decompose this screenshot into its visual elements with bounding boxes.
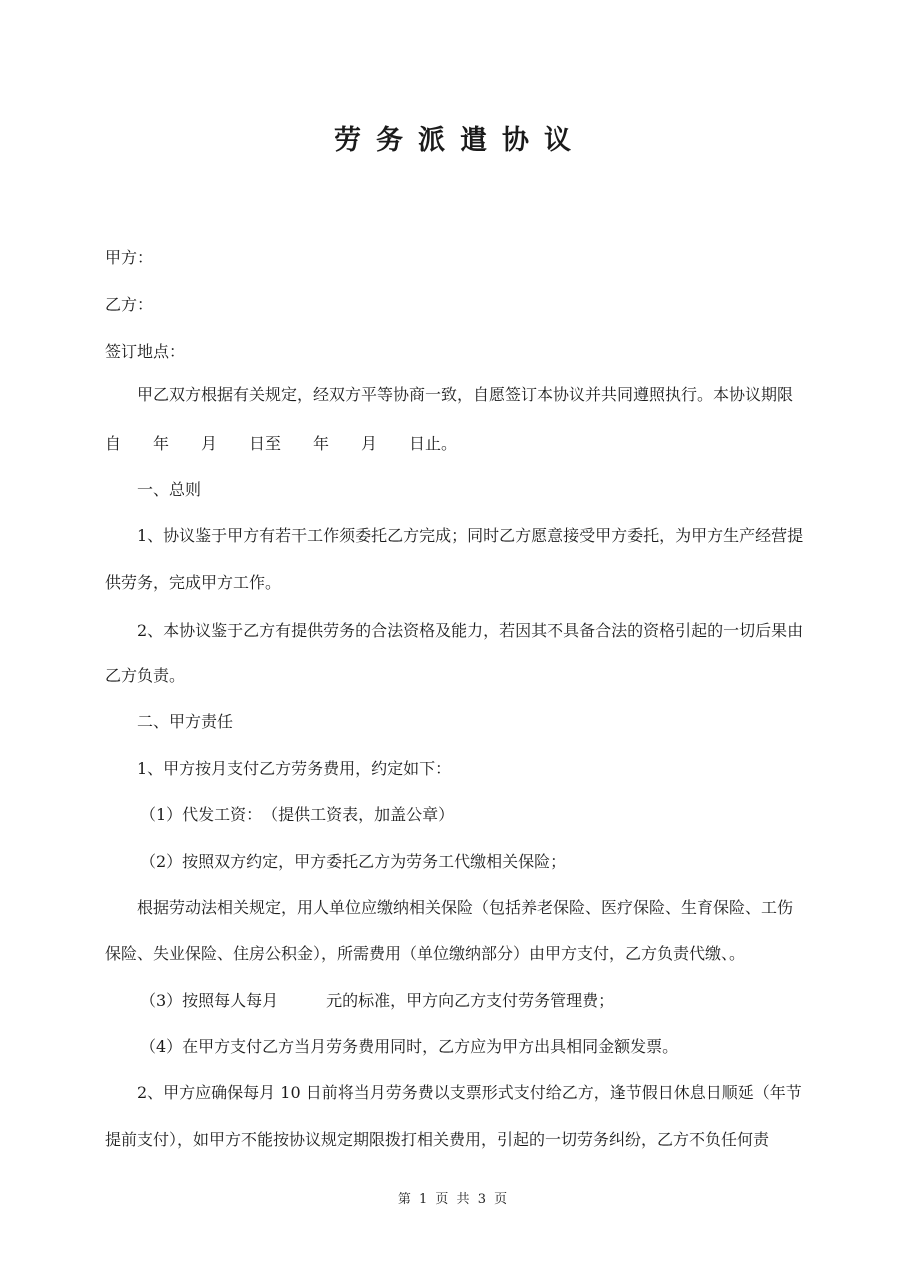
section-heading-general: 一、总则 xyxy=(137,480,202,499)
general-item-2-line-1: 2、本协议鉴于乙方有提供劳务的合法资格及能力，若因其不具备合法的资格引起的一切后果由 xyxy=(137,621,804,640)
intro-paragraph-line-1: 甲乙双方根据有关规定，经双方平等协商一致，自愿签订本协议并共同遵照执行。本协议期限 xyxy=(137,385,794,404)
party-b-label: 乙方： xyxy=(105,295,154,314)
document-title: 劳务派遣协议 xyxy=(334,125,586,156)
party-a-sub-4: （4）在甲方支付乙方当月劳务费用同时，乙方应为甲方出具相同金额发票。 xyxy=(140,1037,679,1056)
intro-paragraph-line-2: 自 年 月 日至 年 月 日止。 xyxy=(105,434,458,453)
general-item-2-line-2: 乙方负责。 xyxy=(105,666,186,685)
general-item-1-line-1: 1、协议鉴于甲方有若干工作须委托乙方完成；同时乙方愿意接受甲方委托，为甲方生产经营提 xyxy=(137,526,804,545)
general-item-1-line-2: 供劳务，完成甲方工作。 xyxy=(105,573,282,592)
party-a-sub-1: （1）代发工资： （提供工资表，加盖公章） xyxy=(140,805,455,824)
party-a-sub-3: （3）按照每人每月 元的标准，甲方向乙方支付劳务管理费； xyxy=(140,991,615,1010)
party-a-item-1: 1、甲方按月支付乙方劳务费用，约定如下： xyxy=(137,759,452,778)
page-number-footer: 第 1 页 共 3 页 xyxy=(397,1192,508,1207)
party-a-sub-2: （2）按照双方约定，甲方委托乙方为劳务工代缴相关保险； xyxy=(140,852,567,871)
party-a-label: 甲方： xyxy=(105,248,154,267)
insurance-paragraph-line-1: 根据劳动法相关规定，用人单位应缴纳相关保险（包括养老保险、医疗保险、生育保险、工伤 xyxy=(137,898,794,917)
section-heading-party-a-duties: 二、甲方责任 xyxy=(137,712,234,731)
party-a-item-2-line-1: 2、甲方应确保每月 10 日前将当月劳务费以支票形式支付给乙方，逢节假日休息日顺延（年节 xyxy=(137,1083,802,1102)
party-a-item-2-line-2: 提前支付），如甲方不能按协议规定期限拨打相关费用，引起的一切劳务纠纷，乙方不负任何责 xyxy=(105,1130,770,1149)
sign-place-label: 签订地点： xyxy=(105,342,186,361)
insurance-paragraph-line-2: 保险、失业保险、住房公积金），所需费用（单位缴纳部分）由甲方支付，乙方负责代缴、。 xyxy=(105,944,746,963)
